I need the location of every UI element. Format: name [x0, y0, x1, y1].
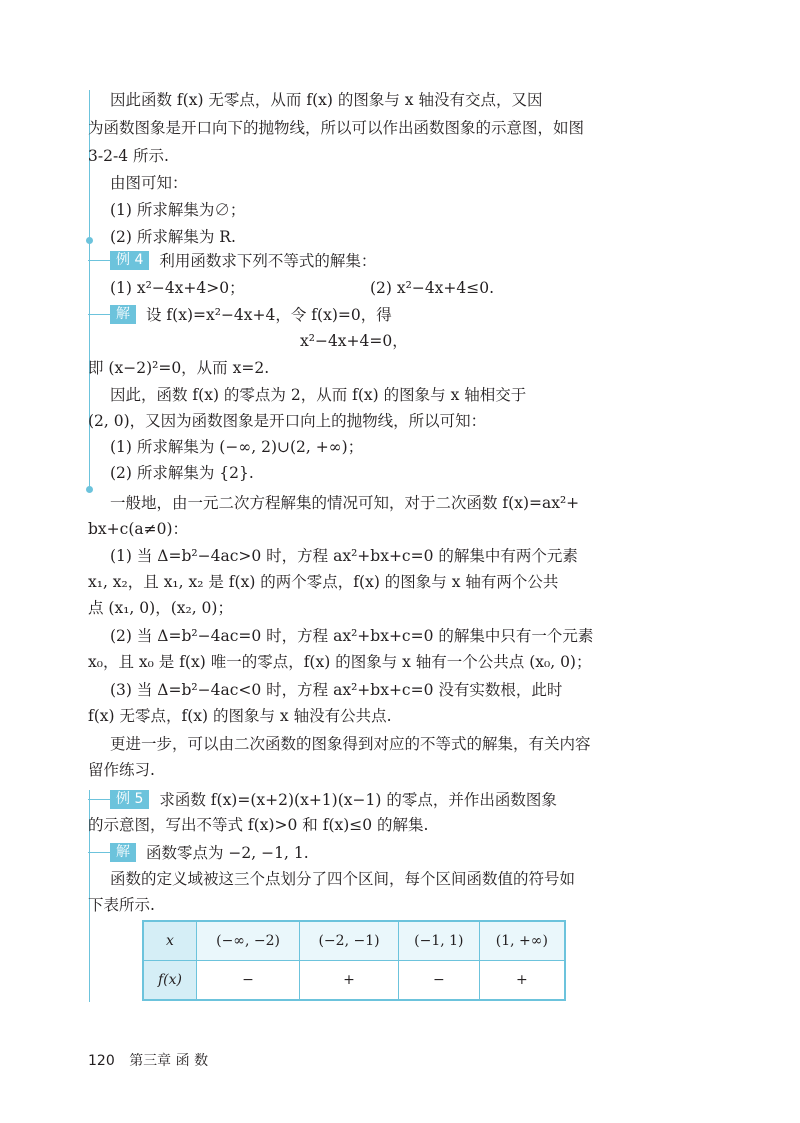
page-number: 120: [88, 1053, 115, 1069]
chapter-title: 第三章 函 数: [129, 1053, 209, 1069]
paragraph-line: 下表所示.: [88, 896, 155, 914]
paragraph-line: 留作练习.: [88, 761, 155, 779]
table-cell: (−1, 1): [398, 921, 479, 961]
table-cell: (−∞, −2): [197, 921, 300, 961]
table-cell: +: [300, 961, 399, 1001]
table-cell: +: [479, 961, 565, 1001]
paragraph-line: 因此函数 f(x) 无零点，从而 f(x) 的图象与 x 轴没有交点，又因: [110, 91, 543, 109]
solution-line: 函数零点为 −2, −1, 1.: [146, 844, 309, 862]
paragraph-line: (1) 所求解集为 (−∞, 2)∪(2, +∞)；: [110, 438, 364, 456]
table-cell: x: [143, 921, 197, 961]
paragraph-line: (2, 0)，又因为函数图象是开口向上的抛物线，所以可知：: [88, 412, 487, 430]
table-row: [143, 961, 565, 1001]
table-cell: −: [398, 961, 479, 1001]
solution-tag: 解: [110, 305, 136, 324]
example-4-label: [88, 250, 376, 270]
paragraph-line: 的示意图，写出不等式 f(x)>0 和 f(x)≤0 的解集.: [88, 816, 429, 834]
paragraph-line: (2) 所求解集为 R.: [110, 228, 236, 246]
paragraph-line: 即 (x−2)²=0，从而 x=2.: [88, 359, 270, 377]
solution-line: 设 f(x)=x²−4x+4，令 f(x)=0，得: [146, 306, 392, 324]
table-cell: (−2, −1): [300, 921, 399, 961]
paragraph-line: (2) 当 Δ=b²−4ac=0 时，方程 ax²+bx+c=0 的解集中只有一个元素: [110, 627, 594, 645]
rule-marker: [86, 237, 93, 244]
table-cell: (1, +∞): [479, 921, 565, 961]
question-2: (2) x²−4x+4≤0.: [370, 279, 495, 297]
paragraph-line: 一般地，由一元二次方程解集的情况可知，对于二次函数 f(x)=ax²+: [110, 494, 580, 512]
solution-label: [88, 304, 392, 324]
question-1: (1) x²−4x+4>0；: [110, 279, 245, 297]
paragraph-line: 点 (x₁, 0)，(x₂, 0)；: [88, 599, 233, 617]
solution-label: [88, 842, 309, 862]
page-footer: [88, 1050, 208, 1070]
paragraph-line: 由图可知：: [110, 174, 188, 192]
example-5-label: [88, 789, 557, 809]
paragraph-line: 因此，函数 f(x) 的零点为 2，从而 f(x) 的图象与 x 轴相交于: [110, 386, 527, 404]
solution-tag: 解: [110, 843, 136, 862]
example-4-tag: 例 4: [110, 251, 149, 270]
sign-table: [142, 920, 566, 1001]
table-cell: −: [197, 961, 300, 1001]
table-cell: f(x): [143, 961, 197, 1001]
paragraph-line: 函数的定义域被这三个点划分了四个区间，每个区间函数值的符号如: [110, 870, 576, 888]
example-5-tag: 例 5: [110, 790, 149, 809]
paragraph-line: 更进一步，可以由二次函数的图象得到对应的不等式的解集，有关内容: [110, 735, 591, 753]
paragraph-line: (1) 所求解集为∅；: [110, 201, 246, 219]
paragraph-line: 3-2-4 所示.: [88, 147, 169, 165]
paragraph-line: bx+c(a≠0)：: [88, 520, 189, 538]
paragraph-line: x₁, x₂，且 x₁, x₂ 是 f(x) 的两个零点，f(x) 的图象与 x 轴有两个公共: [88, 573, 559, 591]
paragraph-line: f(x) 无零点，f(x) 的图象与 x 轴没有公共点.: [88, 707, 392, 725]
rule-marker: [86, 486, 93, 493]
paragraph-line: (1) 当 Δ=b²−4ac>0 时，方程 ax²+bx+c=0 的解集中有两个元素: [110, 547, 578, 565]
paragraph-line: (3) 当 Δ=b²−4ac<0 时，方程 ax²+bx+c=0 没有实数根，此时: [110, 681, 563, 699]
example-5-line: 求函数 f(x)=(x+2)(x+1)(x−1) 的零点，并作出函数图象: [159, 791, 557, 809]
equation-line: x²−4x+4=0，: [300, 332, 408, 350]
paragraph-line: (2) 所求解集为 {2}.: [110, 464, 254, 482]
paragraph-line: 为函数图象是开口向下的抛物线，所以可以作出函数图象的示意图，如图: [88, 119, 585, 137]
table-row: [143, 921, 565, 961]
example-4-title: 利用函数求下列不等式的解集：: [159, 252, 377, 270]
paragraph-line: x₀，且 x₀ 是 f(x) 唯一的零点，f(x) 的图象与 x 轴有一个公共点 (x₀, 0)；: [88, 653, 592, 671]
